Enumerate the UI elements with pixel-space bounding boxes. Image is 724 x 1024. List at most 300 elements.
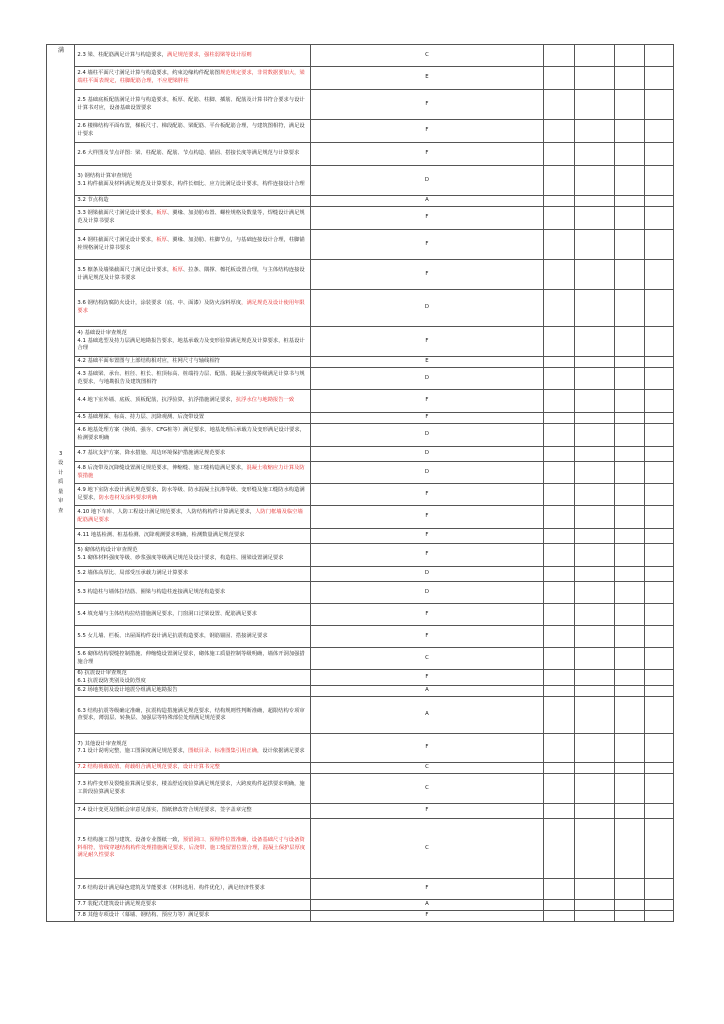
- empty-cell: [574, 90, 615, 120]
- section-label-char: 量: [58, 488, 64, 495]
- review-item-cell: [75, 67, 310, 90]
- review-item-text: 2.4 墙柱平面尺寸满足计算与构造要求，约束边缘构件配筋图: [77, 70, 220, 77]
- grade-cell: F: [310, 327, 543, 357]
- empty-cell: [544, 484, 574, 506]
- table-row: [47, 604, 674, 626]
- empty-cell: [574, 447, 615, 462]
- review-item-cell: [75, 368, 310, 390]
- table-row: [47, 196, 674, 207]
- review-item-cell: [75, 567, 310, 582]
- empty-cell: [644, 447, 673, 462]
- review-item-text: 4.3 基础梁、承台、桩径、桩长、桩顶标高、桩端持力层、配筋、混凝土强度等级满足计算书与规范要求，与地勘报告及建筑图相符: [77, 370, 305, 385]
- empty-cell: [615, 413, 644, 424]
- grade-cell: C: [310, 648, 543, 670]
- empty-cell: [544, 670, 574, 686]
- grade-cell: D: [310, 462, 543, 484]
- review-item-text: 墙体开洞加强措施合理: [77, 650, 305, 665]
- empty-cell: [644, 424, 673, 447]
- empty-cell: [544, 413, 574, 424]
- table-row: [47, 911, 674, 922]
- review-item-text: 设计依据满足要求: [262, 748, 305, 755]
- empty-cell: [544, 390, 574, 413]
- empty-cell: [615, 143, 644, 166]
- empty-cell: [574, 260, 615, 290]
- empty-cell: [644, 697, 673, 734]
- empty-cell: [615, 686, 644, 697]
- review-item-text: 3.2 节点构造: [77, 197, 109, 204]
- review-item-cell: [75, 529, 310, 544]
- grade-cell: F: [310, 529, 543, 544]
- grade-cell: F: [310, 506, 543, 529]
- empty-cell: [544, 774, 574, 804]
- empty-cell: [615, 506, 644, 529]
- empty-cell: [544, 290, 574, 327]
- grade-cell: F: [310, 544, 543, 567]
- review-item-cell: [75, 506, 310, 529]
- empty-cell: [615, 819, 644, 879]
- review-item-text: 6.3 结构抗震等级确定准确，抗震构造措施满足规范要求，结构规则性判断准确，超限结构专项审查要求，薄弱层、转换层、加强层等特殊部位处理满足规范要求: [77, 707, 305, 722]
- empty-cell: [644, 582, 673, 604]
- review-item-text: 7.3 构件变形及裂缝验算满足要求，楼盖舒适度验算满足规范要求，大跨度构件起拱要求明确，施工阶段验算满足要求: [77, 781, 305, 795]
- empty-cell: [544, 567, 574, 582]
- table-row: [47, 413, 674, 424]
- grade-cell: E: [310, 357, 543, 368]
- review-item-text: 7.7 装配式建筑设计满足规范要求: [77, 901, 157, 908]
- review-item-text: 5.4 填充墙与主体结构拉结措施满足要求，门窗洞口过梁设置、配筋满足要求: [77, 610, 258, 617]
- review-item-text: 3.4 钢柱截面尺寸满足设计要求，: [77, 236, 157, 243]
- review-item-cell: [75, 670, 310, 686]
- table-row: [47, 290, 674, 327]
- review-item-cell: [75, 390, 310, 413]
- empty-cell: [544, 734, 574, 763]
- table-row: [47, 686, 674, 697]
- empty-cell: [644, 604, 673, 626]
- empty-cell: [615, 90, 644, 120]
- empty-cell: [615, 166, 644, 196]
- table-row: [47, 424, 674, 447]
- empty-cell: [644, 260, 673, 290]
- review-item-cell: [75, 626, 310, 648]
- table-row: [47, 230, 674, 260]
- empty-cell: [574, 686, 615, 697]
- review-item-text: 5.5 女儿墙、栏板、出屋面构件设计满足抗震构造要求，钢筋锚固、搭接满足要求: [77, 632, 268, 639]
- review-item-cell: [75, 45, 310, 67]
- empty-cell: [544, 626, 574, 648]
- review-item-text: 5.2 墙体高厚比、局部受压承载力满足计算要求: [77, 570, 189, 577]
- review-item-text-highlight: 板厚: [156, 236, 167, 243]
- empty-cell: [644, 774, 673, 804]
- review-item-text: 4.7 基坑支护方案、降水措施、周边环境保护措施满足规范要求: [77, 450, 226, 457]
- empty-cell: [615, 368, 644, 390]
- empty-cell: [615, 120, 644, 143]
- grade-cell: A: [310, 697, 543, 734]
- review-item-cell: [75, 774, 310, 804]
- empty-cell: [544, 544, 574, 567]
- empty-cell: [574, 166, 615, 196]
- empty-cell: [615, 670, 644, 686]
- review-item-text: 2.6 楼梯结构平面布置，梯板尺寸、梯段配筋、梁配筋、平台板配筋合理，与建筑图相符，满足设计要求: [77, 123, 305, 137]
- review-item-text: 4.8 后浇带及沉降缝设置满足规范要求，伸缩缝、施工缝构造满足要求，: [77, 464, 247, 471]
- grade-cell: F: [310, 604, 543, 626]
- grade-cell: A: [310, 900, 543, 911]
- empty-cell: [544, 207, 574, 230]
- table-row: [47, 544, 674, 567]
- empty-cell: [574, 734, 615, 763]
- section-label-char: 查: [58, 508, 64, 515]
- review-item-text: 6) 抗震设计审查规范 6.1 抗震设防类别及设防烈度: [77, 670, 146, 684]
- empty-cell: [574, 804, 615, 819]
- review-item-text: 2.5 基础底板配筋满足计算与构造要求，板厚、配筋、柱脚、插筋、配筋及计算书符合要求与设计计算书对应，设备基础设置要求: [77, 96, 305, 111]
- review-item-text: 5) 砌体结构设计审查规范 5.1 砌体材料强度等级、砂浆强度等级满足规范及设计要求，构造柱、圈梁设置满足要求: [77, 547, 284, 561]
- grade-cell: F: [310, 120, 543, 143]
- empty-cell: [644, 357, 673, 368]
- empty-cell: [644, 462, 673, 484]
- review-item-cell: [75, 804, 310, 819]
- empty-cell: [644, 166, 673, 196]
- review-item-text: 、翼缘、加劲肋、柱脚节点，与基础连接设计合理，柱脚锚栓规格满足计算书要求: [77, 236, 305, 251]
- empty-cell: [574, 697, 615, 734]
- review-item-text-highlight: ，满足规范及设计使用年限要求: [77, 300, 305, 314]
- review-item-cell: [75, 447, 310, 462]
- empty-cell: [574, 819, 615, 879]
- review-item-text: 6.2 场地类别及设计地震分组满足地勘报告: [77, 687, 178, 694]
- empty-cell: [574, 67, 615, 90]
- empty-cell: [574, 567, 615, 582]
- empty-cell: [544, 90, 574, 120]
- review-item-text: 7.5 结构施工图与建筑、设备专业图纸一致，: [77, 837, 183, 844]
- empty-cell: [574, 45, 615, 67]
- empty-cell: [644, 196, 673, 207]
- grade-cell: E: [310, 67, 543, 90]
- empty-cell: [544, 506, 574, 529]
- review-item-text: 7.4 设计变更及图纸会审意见落实，图纸修改符合规范要求，签字盖章完整: [77, 807, 252, 814]
- empty-cell: [574, 424, 615, 447]
- review-item-text-highlight: 抗浮水位与地勘报告一致: [235, 397, 295, 404]
- review-item-cell: [75, 90, 310, 120]
- empty-cell: [544, 143, 574, 166]
- review-item-text-highlight: 混凝土收缩应力计算及防裂措施: [77, 464, 305, 479]
- review-item-cell: [75, 582, 310, 604]
- review-item-text: 7.8 其他专项设计（幕墙、钢结构、预应力等）满足要求: [77, 912, 210, 919]
- empty-cell: [615, 734, 644, 763]
- empty-cell: [574, 196, 615, 207]
- grade-cell: C: [310, 45, 543, 67]
- empty-cell: [644, 327, 673, 357]
- empty-cell: [544, 166, 574, 196]
- review-item-text: 3.3 钢梁截面尺寸满足设计要求，: [77, 210, 157, 217]
- empty-cell: [615, 763, 644, 774]
- empty-cell: [615, 567, 644, 582]
- empty-cell: [574, 582, 615, 604]
- empty-cell: [644, 368, 673, 390]
- grade-cell: F: [310, 484, 543, 506]
- table-row: [47, 567, 674, 582]
- review-item-text: 、翼缘、加劲肋布置、螺栓规格及数量等，焊缝设计满足规范及计算书要求: [77, 210, 305, 224]
- empty-cell: [574, 774, 615, 804]
- empty-cell: [644, 207, 673, 230]
- empty-cell: [615, 327, 644, 357]
- empty-cell: [574, 390, 615, 413]
- empty-cell: [574, 357, 615, 368]
- review-item-cell: [75, 196, 310, 207]
- table-row: [47, 879, 674, 900]
- empty-cell: [544, 230, 574, 260]
- empty-cell: [574, 484, 615, 506]
- grade-cell: F: [310, 207, 543, 230]
- empty-cell: [544, 368, 574, 390]
- empty-cell: [574, 879, 615, 900]
- review-item-cell: [75, 544, 310, 567]
- empty-cell: [615, 290, 644, 327]
- grade-cell: D: [310, 447, 543, 462]
- section-label-char: 质: [58, 479, 64, 486]
- empty-cell: [544, 819, 574, 879]
- grade-cell: C: [310, 819, 543, 879]
- review-item-text: 4.6 地基处理方案（换填、强夯、CFG桩等）满足要求，地基处理后承载力及变形满足设计要求，检测要求明确: [77, 427, 305, 441]
- review-item-text: 4.4 地下室外墙、底板、顶板配筋，抗浮验算，抗浮措施满足要求，: [77, 397, 236, 404]
- empty-cell: [574, 626, 615, 648]
- empty-cell: [544, 327, 574, 357]
- review-item-cell: [75, 879, 310, 900]
- empty-cell: [574, 230, 615, 260]
- grade-cell: A: [310, 686, 543, 697]
- review-item-text-highlight: 7.2 结构荷载取值、荷载组合满足规范要求，设计计算书完整: [77, 764, 220, 771]
- review-item-text-highlight: 预留洞口、预埋件位置准确，设备基础尺寸与设备资料相符，管线穿越结构构件处理措施满足要求，后浇带、施工缝留置位置合理，混凝土保护层厚度满足耐久性要求: [77, 837, 306, 859]
- review-item-text: 3.6 钢结构防腐防火设计，涂装要求（底、中、面漆）及防火涂料厚度: [77, 300, 242, 307]
- grade-cell: A: [310, 196, 543, 207]
- review-item-cell: [75, 686, 310, 697]
- empty-cell: [644, 484, 673, 506]
- review-item-cell: [75, 357, 310, 368]
- table-row: [47, 166, 674, 196]
- review-sheet: [46, 44, 674, 922]
- empty-cell: [544, 462, 574, 484]
- empty-cell: [644, 626, 673, 648]
- review-item-text: 4.10 地下车库、人防工程设计满足规范要求，人防结构构件计算满足要求，: [77, 509, 256, 516]
- empty-cell: [644, 670, 673, 686]
- review-item-cell: [75, 207, 310, 230]
- empty-cell: [615, 879, 644, 900]
- grade-cell: F: [310, 230, 543, 260]
- empty-cell: [615, 207, 644, 230]
- review-item-text-highlight: 图纸目录、标准图集引用正确，: [188, 748, 263, 755]
- table-row: [47, 804, 674, 819]
- review-item-text: 4.9 地下室防水设计满足规范要求，防水等级、防水混凝土抗渗等级、变形缝及施工缝防水构造满足要求，: [77, 486, 305, 501]
- table-row: [47, 368, 674, 390]
- empty-cell: [574, 911, 615, 922]
- empty-cell: [644, 45, 673, 67]
- empty-cell: [615, 462, 644, 484]
- review-item-cell: [75, 911, 310, 922]
- table-row: [47, 120, 674, 143]
- empty-cell: [574, 529, 615, 544]
- review-item-cell: [75, 424, 310, 447]
- grade-cell: F: [310, 670, 543, 686]
- review-item-text: 4.5 基础埋深、标高、持力层、沉降观测、后浇带设置: [77, 414, 205, 421]
- empty-cell: [644, 544, 673, 567]
- review-item-cell: [75, 697, 310, 734]
- empty-cell: [615, 804, 644, 819]
- review-item-cell: [75, 604, 310, 626]
- table-row: [47, 506, 674, 529]
- grade-cell: D: [310, 582, 543, 604]
- empty-cell: [615, 45, 644, 67]
- table-row: [47, 774, 674, 804]
- empty-cell: [544, 45, 574, 67]
- empty-cell: [544, 447, 574, 462]
- review-item-cell: [75, 260, 310, 290]
- review-item-text-highlight: 规范规定要求，非常数据要加大，梁端柱平面表规定，柱脚配筋合理，不应肥梁胖柱: [77, 70, 305, 84]
- empty-cell: [615, 911, 644, 922]
- grade-cell: F: [310, 413, 543, 424]
- table-row: [47, 484, 674, 506]
- empty-cell: [544, 697, 574, 734]
- review-item-text: 5.6 砌体结构裂缝控制措施、伸缩缝设置满足要求，砌体施工质量控制等级明确，: [77, 650, 268, 657]
- empty-cell: [574, 327, 615, 357]
- empty-cell: [574, 544, 615, 567]
- empty-cell: [615, 648, 644, 670]
- empty-cell: [615, 67, 644, 90]
- grade-cell: F: [310, 90, 543, 120]
- empty-cell: [544, 120, 574, 143]
- empty-cell: [644, 413, 673, 424]
- empty-cell: [644, 879, 673, 900]
- grade-cell: F: [310, 804, 543, 819]
- empty-cell: [574, 763, 615, 774]
- grade-cell: F: [310, 260, 543, 290]
- review-item-text-highlight: 板厚: [172, 266, 183, 273]
- empty-cell: [544, 582, 574, 604]
- review-item-cell: [75, 734, 310, 763]
- empty-cell: [644, 67, 673, 90]
- empty-cell: [644, 911, 673, 922]
- empty-cell: [644, 804, 673, 819]
- review-item-text-highlight: 人防门框墙及临空墙配筋满足要求: [77, 509, 303, 523]
- review-table: [46, 44, 674, 922]
- table-row: [47, 582, 674, 604]
- empty-cell: [615, 697, 644, 734]
- empty-cell: [644, 567, 673, 582]
- grade-cell: D: [310, 290, 543, 327]
- empty-cell: [644, 506, 673, 529]
- review-item-text: 7.6 结构设计满足绿色建筑及节能要求（材料选用、构件优化），: [77, 885, 228, 892]
- empty-cell: [544, 911, 574, 922]
- grade-cell: F: [310, 626, 543, 648]
- review-item-text: 4.11 地基检测、桩基检测、沉降观测要求明确，检测数量满足规范要求: [77, 532, 245, 539]
- table-row: [47, 900, 674, 911]
- empty-cell: [615, 544, 644, 567]
- table-row: [47, 260, 674, 290]
- table-row: [47, 626, 674, 648]
- empty-cell: [544, 900, 574, 911]
- empty-cell: [574, 604, 615, 626]
- empty-cell: [644, 143, 673, 166]
- table-row: [47, 648, 674, 670]
- empty-cell: [644, 648, 673, 670]
- grade-cell: D: [310, 567, 543, 582]
- section-label: [49, 451, 72, 516]
- table-row: [47, 697, 674, 734]
- review-item-cell: [75, 648, 310, 670]
- review-item-text: 3.5 檩条及墙梁截面尺寸满足设计要求，: [77, 266, 173, 273]
- empty-cell: [544, 196, 574, 207]
- table-row: [47, 327, 674, 357]
- empty-cell: [644, 686, 673, 697]
- section-label-char: 审: [58, 498, 64, 505]
- grade-cell: F: [310, 879, 543, 900]
- empty-cell: [615, 260, 644, 290]
- grade-cell: D: [310, 424, 543, 447]
- empty-cell: [615, 424, 644, 447]
- review-item-cell: [75, 120, 310, 143]
- table-row: [47, 529, 674, 544]
- empty-cell: [544, 804, 574, 819]
- review-item-text: 4) 基础设计审查规范 4.1 基础选型及持力层满足地勘报告要求，地基承载力及变形验算满足规范及计算要求，桩基设计合理: [77, 330, 305, 352]
- empty-cell: [615, 447, 644, 462]
- section-label-cell: [47, 45, 75, 922]
- grade-cell: F: [310, 734, 543, 763]
- empty-cell: [574, 670, 615, 686]
- empty-cell: [644, 819, 673, 879]
- review-item-text: 5.3 构造柱与墙体拉结筋、圈梁与构造柱连接满足规范构造要求: [77, 588, 226, 595]
- review-item-text: 3) 钢结构计算审查规范 3.1 构件截面及材料满足规范及计算要求，构件长细比、应力比满足设计要求，构件连接设计合理: [77, 172, 305, 187]
- review-item-text-highlight: 满足规范要求，强柱弱梁等设计原则: [166, 51, 252, 58]
- section-label-char: 计: [58, 469, 64, 476]
- review-item-text: 、拉条、隅撑、檩托板设置合理，与主体结构连接设计满足规范及计算书要求: [77, 266, 305, 281]
- grade-cell: D: [310, 166, 543, 196]
- empty-cell: [544, 879, 574, 900]
- empty-cell: [644, 390, 673, 413]
- table-row: [47, 462, 674, 484]
- review-item-cell: [75, 462, 310, 484]
- review-item-cell: [75, 230, 310, 260]
- review-item-cell: [75, 413, 310, 424]
- empty-cell: [544, 648, 574, 670]
- empty-cell: [574, 143, 615, 166]
- empty-cell: [574, 368, 615, 390]
- empty-cell: [615, 529, 644, 544]
- empty-cell: [544, 604, 574, 626]
- empty-cell: [574, 290, 615, 327]
- empty-cell: [644, 734, 673, 763]
- section-label-char: 3: [59, 450, 63, 457]
- table-row: [47, 447, 674, 462]
- empty-cell: [615, 390, 644, 413]
- section-top-mark: 满: [57, 47, 64, 54]
- empty-cell: [544, 763, 574, 774]
- table-row: [47, 207, 674, 230]
- table-row: [47, 734, 674, 763]
- table-row: [47, 67, 674, 90]
- empty-cell: [615, 582, 644, 604]
- empty-cell: [615, 604, 644, 626]
- review-item-cell: [75, 484, 310, 506]
- table-row: [47, 45, 674, 67]
- table-row: [47, 670, 674, 686]
- review-item-cell: [75, 763, 310, 774]
- empty-cell: [574, 413, 615, 424]
- empty-cell: [615, 230, 644, 260]
- grade-cell: C: [310, 763, 543, 774]
- empty-cell: [615, 900, 644, 911]
- empty-cell: [574, 900, 615, 911]
- empty-cell: [574, 506, 615, 529]
- empty-cell: [544, 357, 574, 368]
- empty-cell: [644, 90, 673, 120]
- empty-cell: [615, 357, 644, 368]
- table-row: [47, 763, 674, 774]
- empty-cell: [644, 290, 673, 327]
